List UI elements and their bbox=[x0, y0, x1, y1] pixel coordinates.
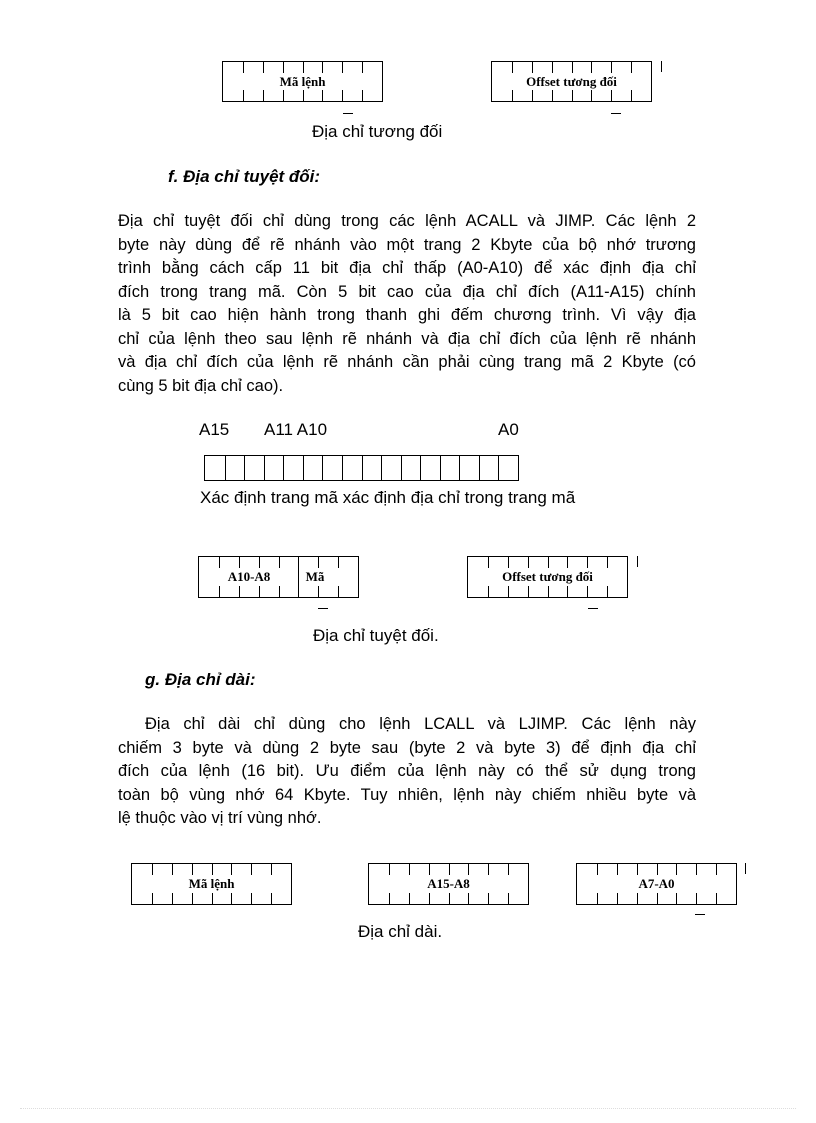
bit-cell-tick bbox=[251, 893, 252, 904]
bit-cell-tick bbox=[239, 586, 240, 597]
bit-cell-tick bbox=[676, 893, 677, 904]
ma-label: Mã bbox=[305, 569, 325, 584]
bit-cell-tick bbox=[429, 893, 430, 904]
bit-cell-tick bbox=[508, 864, 509, 875]
bit-cell-tick bbox=[259, 586, 260, 597]
bit-marker bbox=[318, 608, 328, 609]
bit-cell-tick bbox=[611, 62, 612, 73]
bit-cell-tick bbox=[342, 90, 343, 101]
offset-byte-box bbox=[491, 61, 652, 102]
bit-cell-tick bbox=[532, 90, 533, 101]
offset-byte-label: Offset tương đối bbox=[502, 569, 593, 584]
bit-cell-divider bbox=[498, 456, 499, 480]
bit-cell-tick bbox=[338, 586, 339, 597]
bit-cell-tick bbox=[637, 893, 638, 904]
bit-cell-tick bbox=[572, 90, 573, 101]
field-divider bbox=[298, 556, 299, 598]
bit-cell-tick bbox=[552, 90, 553, 101]
bit-cell-tick bbox=[611, 90, 612, 101]
offset-byte-box bbox=[467, 556, 628, 598]
bit-cell-tick bbox=[532, 62, 533, 73]
bit-cell-tick bbox=[362, 62, 363, 73]
bit-cell-divider bbox=[303, 456, 304, 480]
page-address-caption: Xác định trang mã xác định địa chỉ trong trang mã bbox=[200, 488, 576, 507]
bit-cell-tick bbox=[488, 586, 489, 597]
bit-cell-tick bbox=[696, 893, 697, 904]
bit-cell-tick bbox=[338, 557, 339, 568]
bit-cell-tick bbox=[528, 557, 529, 568]
bit-cell-tick bbox=[591, 90, 592, 101]
bit-cell-tick bbox=[696, 864, 697, 875]
bit-cell-tick bbox=[409, 893, 410, 904]
bit-cell-divider bbox=[225, 456, 226, 480]
bit-cell-tick bbox=[637, 864, 638, 875]
bit-cell-tick bbox=[597, 864, 598, 875]
bit-cell-tick bbox=[192, 864, 193, 875]
opcode-byte-label: Mã lệnh bbox=[279, 73, 326, 89]
bit-cell-tick bbox=[322, 90, 323, 101]
a15-a8-byte-box bbox=[368, 863, 529, 905]
bit-cell-tick bbox=[657, 864, 658, 875]
bit-cell-tick bbox=[716, 893, 717, 904]
paragraph-line: đích của lệnh (16 bit). Ưu điểm của lệnh này có thể sử dụng trong bbox=[118, 762, 696, 780]
paragraph-line: lệ thuộc vào vị trí vùng nhớ. bbox=[118, 809, 322, 827]
bit-cell-tick bbox=[512, 90, 513, 101]
bit-cell-divider bbox=[283, 456, 284, 480]
bit-cell-tick bbox=[587, 557, 588, 568]
bit-cell-tick bbox=[488, 893, 489, 904]
long-address-caption: Địa chỉ dài. bbox=[358, 922, 443, 941]
bit-cell-tick bbox=[251, 864, 252, 875]
bit-cell-tick bbox=[548, 586, 549, 597]
bit-cell-tick bbox=[303, 90, 304, 101]
bit-cell-tick bbox=[508, 557, 509, 568]
bit-cell-tick bbox=[607, 586, 608, 597]
bit-label-a15: A15 bbox=[199, 420, 230, 439]
bit-label-a11-a10: A11 A10 bbox=[264, 420, 328, 439]
section-g-paragraph bbox=[118, 713, 696, 831]
bit-cell-tick bbox=[607, 557, 608, 568]
bit-cell-tick bbox=[617, 864, 618, 875]
paragraph-line: cùng 5 bit địa chỉ cao). bbox=[118, 376, 284, 395]
address-bit-register bbox=[204, 455, 519, 481]
absolute-address-caption: Địa chỉ tuyệt đối. bbox=[313, 626, 439, 645]
bit-marker bbox=[637, 556, 638, 567]
a15-a8-label: A15-A8 bbox=[427, 876, 470, 891]
bit-cell-tick bbox=[409, 864, 410, 875]
a10-a8-opcode-byte-box bbox=[198, 556, 359, 598]
bit-cell-tick bbox=[567, 586, 568, 597]
bit-cell-tick bbox=[231, 893, 232, 904]
paragraph-line: byte này dùng để rẽ nhánh vào một trang 2 Kbyte của bộ nhớ trương bbox=[118, 235, 696, 254]
bit-cell-tick bbox=[468, 893, 469, 904]
section-f-paragraph bbox=[118, 210, 696, 398]
page-footer-divider bbox=[20, 1108, 796, 1109]
bit-marker bbox=[611, 113, 621, 114]
bit-cell-tick bbox=[283, 62, 284, 73]
bit-cell-tick bbox=[508, 586, 509, 597]
bit-marker bbox=[745, 863, 746, 874]
bit-cell-tick bbox=[219, 586, 220, 597]
section-f-heading: f. Địa chỉ tuyệt đối: bbox=[168, 167, 321, 186]
bit-cell-tick bbox=[716, 864, 717, 875]
bit-marker bbox=[343, 113, 353, 114]
bit-cell-divider bbox=[381, 456, 382, 480]
bit-cell-tick bbox=[231, 864, 232, 875]
bit-cell-tick bbox=[468, 864, 469, 875]
bit-cell-tick bbox=[279, 557, 280, 568]
bit-cell-tick bbox=[552, 62, 553, 73]
bit-cell-tick bbox=[219, 557, 220, 568]
bit-cell-tick bbox=[322, 62, 323, 73]
bit-cell-divider bbox=[459, 456, 460, 480]
bit-cell-tick bbox=[449, 893, 450, 904]
bit-cell-tick bbox=[429, 864, 430, 875]
paragraph-line: toàn bộ vùng nhớ 64 Kbyte. Tuy nhiên, lệnh này chiếm nhiều byte và bbox=[118, 785, 696, 804]
bit-cell-tick bbox=[263, 90, 264, 101]
paragraph-line: là 5 bit cao hiện hành trong thanh ghi đếm chương trình. Vì vậy địa bbox=[118, 306, 696, 324]
bit-cell-tick bbox=[152, 893, 153, 904]
paragraph-line: chỉ của lệnh theo sau lệnh rẽ nhánh và địa chỉ đích của lệnh rẽ nhánh bbox=[118, 329, 696, 348]
bit-cell-tick bbox=[318, 557, 319, 568]
a10-a8-label: A10-A8 bbox=[227, 569, 271, 584]
paragraph-line: đích trong trang mã. Còn 5 bit cao của địa chỉ đích (A11-A15) chính bbox=[118, 282, 696, 301]
bit-cell-tick bbox=[263, 62, 264, 73]
bit-cell-divider bbox=[401, 456, 402, 480]
bit-cell-tick bbox=[676, 864, 677, 875]
paragraph-line: Địa chỉ dài chỉ dùng cho lệnh LCALL và LJIMP. Các lệnh này bbox=[145, 715, 696, 733]
bit-cell-tick bbox=[362, 90, 363, 101]
bit-cell-tick bbox=[449, 864, 450, 875]
opcode-byte-box bbox=[131, 863, 292, 905]
offset-byte-label: Offset tương đối bbox=[526, 73, 617, 89]
bit-cell-divider bbox=[244, 456, 245, 480]
bit-cell-tick bbox=[631, 62, 632, 73]
paragraph-line: và địa chỉ đích của lệnh rẽ nhánh cần phải cùng trang mã 2 Kbyte (có bbox=[118, 353, 696, 371]
bit-cell-tick bbox=[488, 557, 489, 568]
bit-cell-tick bbox=[591, 62, 592, 73]
bit-cell-tick bbox=[152, 864, 153, 875]
bit-cell-tick bbox=[212, 864, 213, 875]
bit-cell-tick bbox=[488, 864, 489, 875]
bit-cell-tick bbox=[617, 893, 618, 904]
bit-cell-tick bbox=[271, 864, 272, 875]
bit-cell-tick bbox=[548, 557, 549, 568]
section-g-heading: g. Địa chỉ dài: bbox=[145, 670, 256, 689]
bit-cell-tick bbox=[512, 62, 513, 73]
opcode-byte-box bbox=[222, 61, 383, 102]
bit-cell-divider bbox=[342, 456, 343, 480]
bit-label-a0: A0 bbox=[498, 420, 519, 439]
bit-cell-tick bbox=[243, 90, 244, 101]
bit-cell-divider bbox=[440, 456, 441, 480]
paragraph-line: trình bằng cách cấp 11 bit địa chỉ thấp (A0-A10) để xác định địa chỉ bbox=[118, 259, 696, 277]
bit-cell-tick bbox=[567, 557, 568, 568]
paragraph-line: chiếm 3 byte và dùng 2 byte sau (byte 2 và byte 3) để định địa chỉ bbox=[118, 738, 696, 757]
bit-cell-tick bbox=[657, 893, 658, 904]
a7-a0-label: A7-A0 bbox=[638, 876, 675, 891]
bit-cell-tick bbox=[597, 893, 598, 904]
bit-cell-tick bbox=[318, 586, 319, 597]
bit-cell-tick bbox=[271, 893, 272, 904]
bit-cell-tick bbox=[587, 586, 588, 597]
bit-cell-tick bbox=[389, 893, 390, 904]
relative-address-caption: Địa chỉ tương đối bbox=[312, 122, 443, 141]
paragraph-line: Địa chỉ tuyệt đối chỉ dùng trong các lệnh ACALL và JIMP. Các lệnh 2 bbox=[118, 212, 696, 230]
bit-marker bbox=[695, 914, 705, 915]
bit-cell-tick bbox=[192, 893, 193, 904]
a7-a0-byte-box bbox=[576, 863, 737, 905]
bit-cell-tick bbox=[303, 62, 304, 73]
bit-cell-tick bbox=[172, 864, 173, 875]
bit-cell-tick bbox=[259, 557, 260, 568]
bit-cell-tick bbox=[389, 864, 390, 875]
bit-cell-tick bbox=[528, 586, 529, 597]
bit-cell-divider bbox=[420, 456, 421, 480]
bit-cell-divider bbox=[264, 456, 265, 480]
bit-cell-tick bbox=[239, 557, 240, 568]
bit-cell-tick bbox=[508, 893, 509, 904]
opcode-byte-label: Mã lệnh bbox=[188, 876, 235, 891]
bit-marker bbox=[588, 608, 598, 609]
bit-cell-tick bbox=[631, 90, 632, 101]
bit-cell-tick bbox=[572, 62, 573, 73]
bit-cell-divider bbox=[362, 456, 363, 480]
bit-cell-tick bbox=[172, 893, 173, 904]
bit-cell-tick bbox=[342, 62, 343, 73]
bit-cell-tick bbox=[243, 62, 244, 73]
bit-cell-tick bbox=[212, 893, 213, 904]
bit-marker bbox=[661, 61, 662, 72]
bit-cell-tick bbox=[283, 90, 284, 101]
bit-cell-divider bbox=[322, 456, 323, 480]
bit-cell-tick bbox=[279, 586, 280, 597]
bit-cell-divider bbox=[479, 456, 480, 480]
